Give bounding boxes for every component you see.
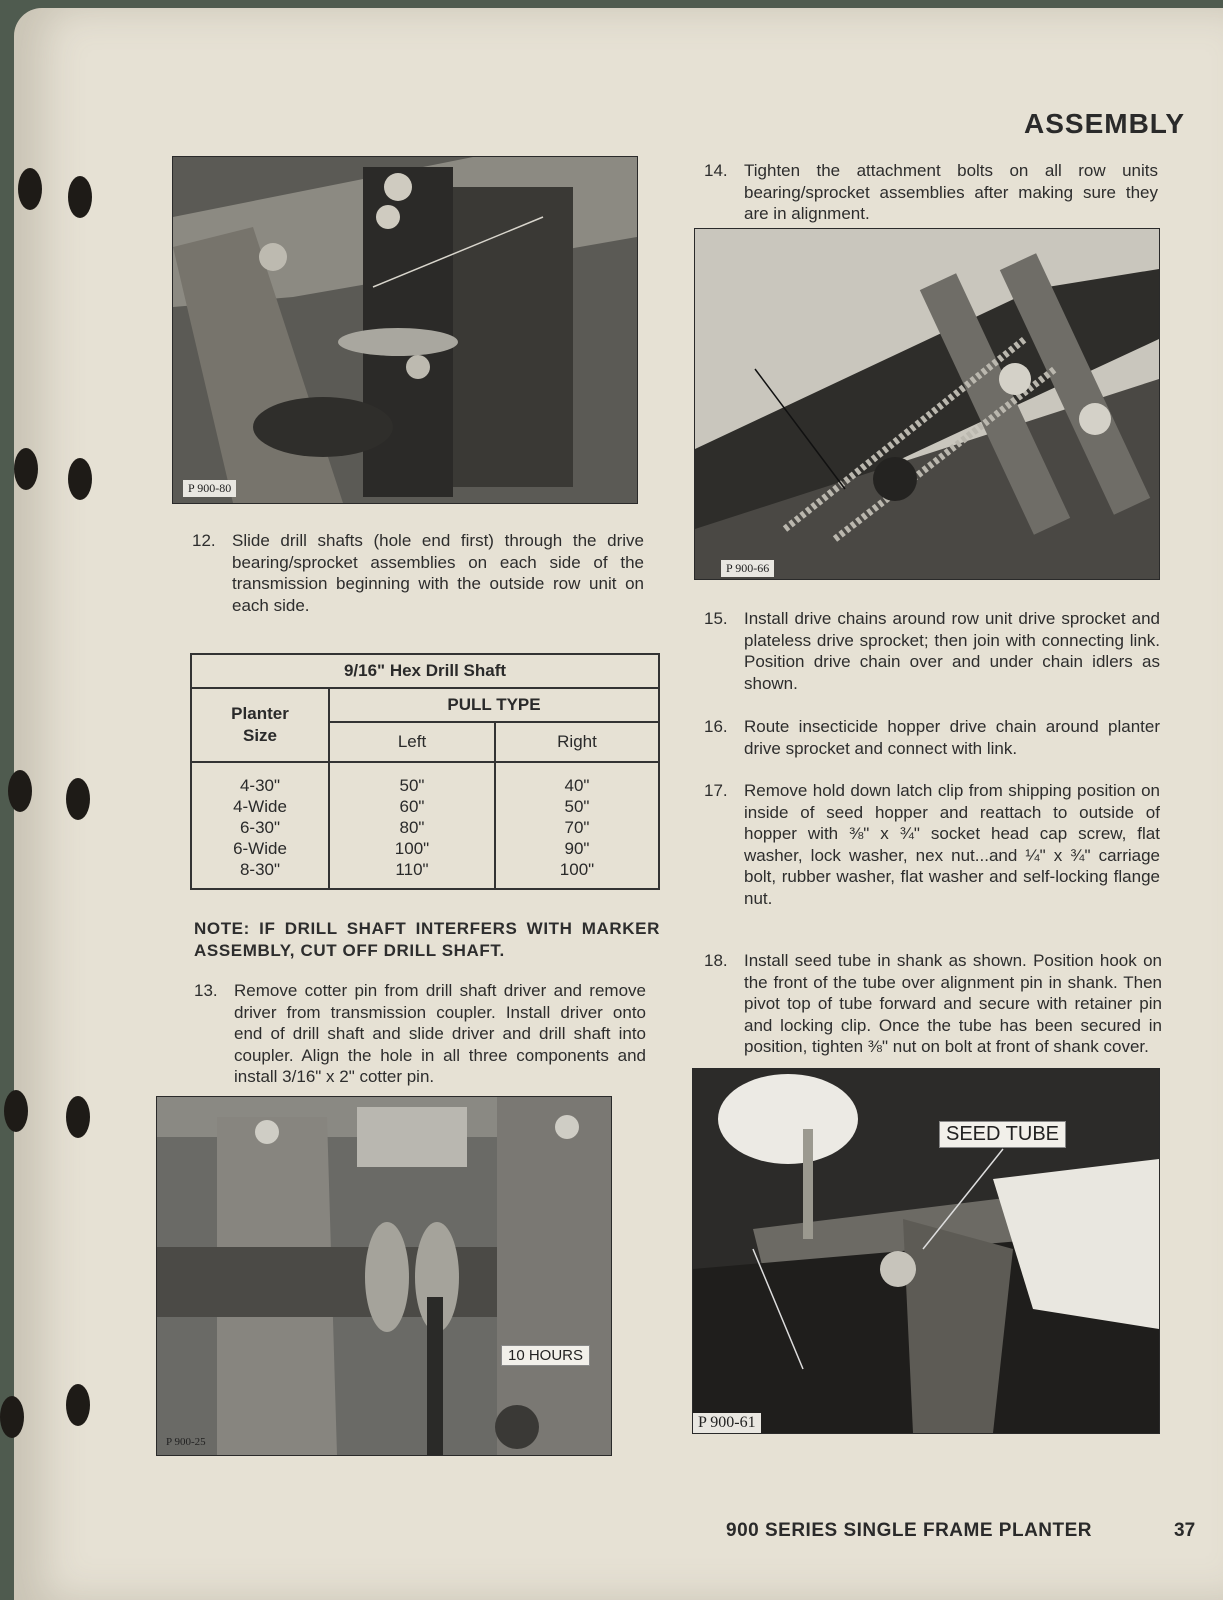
- planter-size-line1: Planter: [231, 704, 289, 723]
- binder-hole: [4, 1090, 28, 1132]
- planter-size-line2: Size: [242, 726, 278, 745]
- step-number: 17.: [704, 781, 728, 800]
- step-17: [704, 780, 1160, 909]
- photo-seed-tube-art: [693, 1069, 1159, 1433]
- left-column: [329, 762, 495, 889]
- binder-hole: [14, 448, 38, 490]
- binder-hole: [66, 778, 90, 820]
- drill-shaft-note: NOTE: IF DRILL SHAFT INTERFERS WITH MARKER ASSEMBLY, CUT OFF DRILL SHAFT.: [194, 919, 660, 960]
- step-12: [192, 530, 644, 616]
- photo-code: P 900-61: [693, 1413, 761, 1433]
- right-cell: 70": [564, 818, 590, 837]
- right-header: Right: [495, 722, 659, 762]
- step-number: 15.: [704, 609, 728, 628]
- photo-code: P 900-66: [721, 560, 774, 577]
- step-14: [704, 160, 1158, 225]
- binder-hole: [68, 176, 92, 218]
- size-cell: 4-Wide: [233, 797, 287, 816]
- binder-hole: [0, 1396, 24, 1438]
- step-15: [704, 608, 1160, 694]
- step-text: Remove hold down latch clip from shipping position on inside of seed hopper and reattach to outside of hopper with ⅜" x ¾" socket head cap screw, flat washer, lock washer, nex nut...and ¼" x ¾" carriage bolt, rubber washer, flat washer and self-locking flange nut.: [744, 781, 1160, 908]
- step-text: Slide drill shafts (hole end first) through the drive bearing/sprocket assemblies on each side of the transmission beginning with the outside row unit on each side.: [232, 531, 644, 615]
- photo-drive-chains: [694, 228, 1160, 580]
- step-16: [704, 716, 1160, 759]
- left-cell: 50": [399, 776, 425, 795]
- photo-drive-bearing: [172, 156, 638, 504]
- photo-seed-tube: [692, 1068, 1160, 1434]
- right-column: [495, 762, 659, 889]
- binder-hole: [8, 770, 32, 812]
- size-column: [191, 762, 329, 889]
- planter-size-header: [191, 688, 329, 762]
- right-cell: 50": [564, 797, 590, 816]
- size-cell: 8-30": [239, 860, 281, 879]
- step-text: Route insecticide hopper drive chain around planter drive sprocket and connect with link.: [744, 717, 1160, 758]
- footer-title: 900 SERIES SINGLE FRAME PLANTER: [726, 1520, 1093, 1541]
- photo-drive-chains-art: [695, 229, 1159, 579]
- left-cell: 80": [399, 818, 425, 837]
- binder-hole: [66, 1096, 90, 1138]
- table-title: 9/16" Hex Drill Shaft: [191, 654, 659, 688]
- right-cell: 90": [564, 839, 590, 858]
- binder-hole: [18, 168, 42, 210]
- size-cell: 4-30": [239, 776, 281, 795]
- left-header: Left: [329, 722, 495, 762]
- left-cell: 60": [399, 797, 425, 816]
- step-18: [704, 950, 1162, 1058]
- step-text: Install drive chains around row unit drive sprocket and plateless drive sprocket; then join with connecting link. Position drive chain over and under chain idlers as shown.: [744, 609, 1160, 693]
- photo-code: P 900-80: [183, 480, 236, 497]
- size-cell: 6-30": [239, 818, 281, 837]
- left-cell: 110": [395, 860, 429, 879]
- callout-label: SEED TUBE: [939, 1121, 1066, 1148]
- pull-type-header: PULL TYPE: [329, 688, 659, 722]
- photo-drive-bearing-art: [173, 157, 637, 503]
- step-number: 14.: [704, 161, 728, 180]
- step-number: 18.: [704, 951, 728, 970]
- page-number: 37: [1174, 1520, 1196, 1541]
- step-text: Install seed tube in shank as shown. Position hook on the front of the tube over alignment pin in shank. Then pivot top of tube forward and secure with retainer pin and locking clip. Once the tube has been secured in position, tighten ⅜" nut on bolt at front of shank cover.: [744, 951, 1162, 1056]
- size-cell: 6-Wide: [233, 839, 287, 858]
- callout-label: 10 HOURS: [501, 1345, 590, 1366]
- photo-transmission-coupler-art: [157, 1097, 611, 1455]
- step-number: 16.: [704, 717, 728, 736]
- step-13: [194, 980, 646, 1088]
- photo-code: P 900-25: [166, 1436, 206, 1448]
- step-text: Tighten the attachment bolts on all row units bearing/sprocket assemblies after making sure they are in alignment.: [744, 161, 1158, 223]
- binder-hole: [66, 1384, 90, 1426]
- photo-transmission-coupler: [156, 1096, 612, 1456]
- left-cell: 100": [394, 839, 430, 858]
- step-number: 12.: [192, 531, 216, 550]
- drill-shaft-table: [190, 653, 660, 890]
- binder-hole: [68, 458, 92, 500]
- manual-page: [14, 8, 1223, 1600]
- step-number: 13.: [194, 981, 218, 1000]
- right-cell: 100": [559, 860, 595, 879]
- step-text: Remove cotter pin from drill shaft driver and remove driver from transmission coupler. Install driver onto end of drill shaft and slide driver and drill shaft into coupler. Align the hole in all three components and install 3/16" x 2" cotter pin.: [234, 981, 646, 1086]
- section-header: ASSEMBLY: [1024, 108, 1186, 139]
- right-cell: 40": [564, 776, 590, 795]
